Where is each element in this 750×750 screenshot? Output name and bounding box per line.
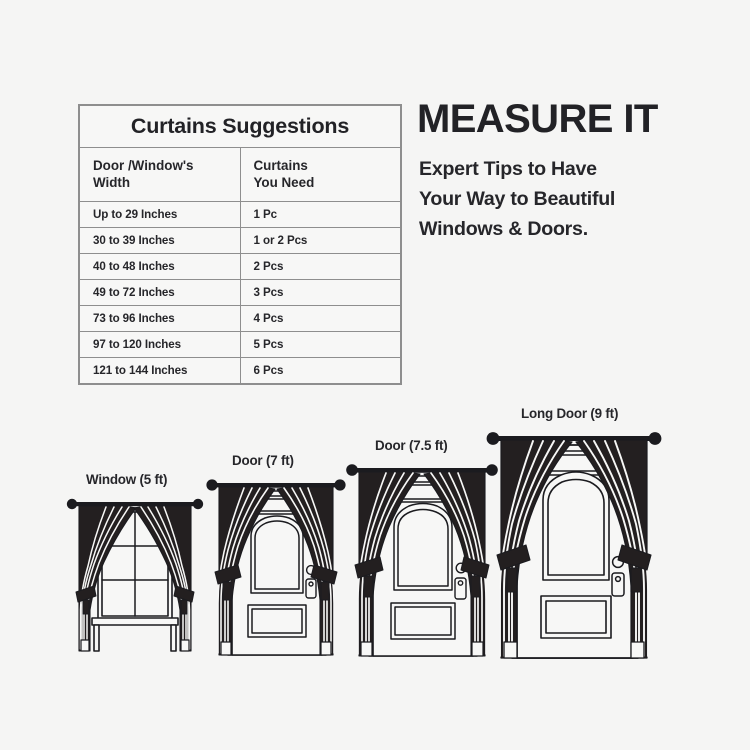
curtain-pleats-left [81,507,130,649]
subtitle-line-1: Expert Tips to Have [419,158,597,180]
window-legs [94,625,176,651]
curtain-left [215,487,275,655]
illustration-door-75ft [346,464,498,656]
column-header-curtains-line2: You Need [253,174,315,190]
rod-finial-right [486,464,498,476]
door-arch-panel [543,472,609,580]
cell-curtains: 6 Pcs [240,358,401,384]
door-lock-plate [612,573,624,596]
door-frame [228,487,326,655]
door-top-panel [391,482,455,502]
curtain-right [277,487,337,655]
curtain-pleats-right [141,507,190,649]
table-row [80,202,401,228]
table-row [80,254,401,280]
curtain-left [76,506,136,651]
rod-finial-left [487,432,500,445]
table-row [80,280,401,306]
curtain-pleats-right [584,441,648,656]
curtain-rod [67,499,203,509]
curtain-rod [346,464,498,476]
door-arch-panel [251,516,303,593]
table-title-row [80,106,401,148]
column-header-width-line1: Door /Window's [93,157,194,173]
illustration-window-5ft [67,499,203,651]
rod-finial-left [67,499,77,509]
rod-finial-right [193,499,203,509]
subtitle-line-3: Windows & Doors. [419,217,588,240]
cell-curtains: 3 Pcs [240,280,401,306]
curtain-right [576,440,651,658]
rod-finial-left [206,479,217,490]
curtain-pleats-right [284,488,334,653]
table-row [80,228,401,254]
table-title: Curtains Suggestions [80,106,401,148]
column-header-curtains [240,148,401,202]
cell-width: 73 to 96 Inches [80,306,241,332]
cell-curtains: 1 Pc [240,202,401,228]
window-panes [102,512,168,616]
table-header-row [80,148,401,202]
curtain-left [497,440,572,658]
door-knob [456,563,466,573]
curtain-pleats-right [431,473,486,654]
door-lower-panel [541,596,611,638]
window-frame [92,508,178,625]
door-frame [369,472,477,656]
door-frame [512,440,638,658]
door-top-panel [541,451,611,475]
door-lock-plate [306,579,316,598]
column-header-curtains-line1: Curtains [253,157,308,173]
cell-width: 121 to 144 Inches [80,358,241,384]
curtain-right [134,506,194,651]
cell-width: Up to 29 Inches [80,202,241,228]
door-knob [613,557,624,568]
curtain-left [355,472,420,656]
illustration-label-door-75ft: Door (7.5 ft) [375,438,448,453]
subtitle-line-2: Your Way to Beautiful [419,187,616,210]
illustration-door-7ft [206,479,345,655]
curtain-pleats-left [358,473,413,654]
curtain-right [424,472,489,656]
curtain-pleats-left [218,488,268,653]
illustration-label-long-door-9ft: Long Door (9 ft) [521,406,619,421]
cell-curtains: 4 Pcs [240,306,401,332]
page-subtitle [419,155,709,244]
cell-width: 40 to 48 Inches [80,254,241,280]
illustration-label-door-7ft: Door (7 ft) [232,453,294,468]
table-row [80,332,401,358]
illustration-label-window-5ft: Window (5 ft) [86,472,168,487]
curtain-rod [487,432,662,445]
curtain-rod [206,479,345,490]
door-knob [307,566,316,575]
illustration-long-door-9ft [487,432,662,658]
door-lower-panel [391,603,455,639]
page-title: MEASURE IT [417,97,658,141]
rod-finial-right [334,479,345,490]
column-header-width-line2: Width [93,174,131,190]
table-row [80,306,401,332]
cell-width: 49 to 72 Inches [80,280,241,306]
door-top-panel [248,496,306,514]
curtains-suggestions-table [78,104,402,385]
door-lower-panel [248,605,306,637]
curtain-pleats-left [500,441,564,656]
cell-width: 30 to 39 Inches [80,228,241,254]
cell-width: 97 to 120 Inches [80,332,241,358]
door-lock-plate [455,578,466,599]
column-header-width [80,148,241,202]
door-arch-panel [394,504,452,591]
cell-curtains: 2 Pcs [240,254,401,280]
cell-curtains: 1 or 2 Pcs [240,228,401,254]
rod-finial-right [649,432,662,445]
cell-curtains: 5 Pcs [240,332,401,358]
rod-finial-left [346,464,358,476]
table-row [80,358,401,384]
